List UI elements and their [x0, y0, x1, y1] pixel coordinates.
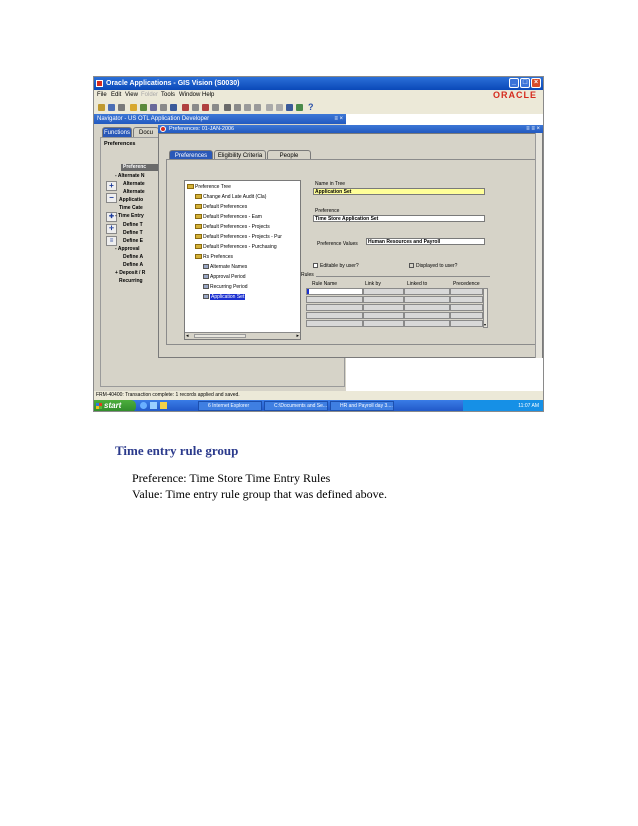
- tree-item[interactable]: [203, 274, 246, 281]
- tree-item-label: Default Preferences: [203, 204, 248, 210]
- scroll-down-icon[interactable]: ▾: [484, 322, 487, 327]
- name-in-tree-field[interactable]: Application Set: [313, 188, 485, 195]
- displayed-to-user-label: Displayed to user?: [416, 263, 458, 269]
- folder-icon: [195, 224, 202, 229]
- tab-documents-label: Docu: [138, 130, 153, 136]
- tree-item-selected[interactable]: [203, 294, 245, 301]
- navigator-item[interactable]: - Alternate N: [115, 173, 145, 179]
- rules-cell[interactable]: [306, 320, 363, 327]
- folder-open-icon: [187, 184, 194, 189]
- rules-cell[interactable]: [404, 296, 450, 303]
- status-bar: [94, 391, 543, 400]
- folder-icon: [195, 204, 202, 209]
- help-icon[interactable]: ?: [308, 102, 314, 112]
- menu-file[interactable]: File: [97, 92, 107, 98]
- tree-item[interactable]: [195, 234, 282, 241]
- preference-values-field[interactable]: Human Resources and Payroll: [366, 238, 485, 245]
- navigator-item[interactable]: Define T: [123, 221, 143, 228]
- tree-item[interactable]: [203, 284, 248, 291]
- open-icon[interactable]: [98, 104, 105, 111]
- tab-documents[interactable]: [133, 127, 159, 137]
- window-icon[interactable]: [276, 104, 283, 111]
- taskbar-item[interactable]: [198, 401, 262, 411]
- taskbar-item[interactable]: [264, 401, 328, 411]
- navigator-item[interactable]: + Deposit / R: [115, 270, 146, 277]
- tree-item-label: Application Set: [211, 294, 245, 300]
- tree-item-label: Default Preferences - Projects: [203, 224, 270, 230]
- menu-folder[interactable]: Folder: [141, 92, 159, 98]
- preference-line: Preference: Time Store Time Entry Rules: [132, 471, 331, 485]
- preference-tree: [184, 180, 301, 340]
- tree-item[interactable]: [195, 194, 266, 201]
- folder-icon[interactable]: [266, 104, 273, 111]
- checkbox-icon: [409, 263, 414, 268]
- tree-item[interactable]: [195, 204, 247, 211]
- print-icon[interactable]: [118, 104, 125, 111]
- mail-quicklaunch-icon[interactable]: [160, 402, 167, 409]
- rules-cell[interactable]: [306, 288, 363, 295]
- window-title: Oracle Applications - GIS Vision (S0030): [106, 80, 240, 87]
- navigator-item[interactable]: Define T: [123, 229, 143, 236]
- delete-record-icon[interactable]: [202, 104, 209, 111]
- navigator-item[interactable]: Define A: [123, 262, 144, 269]
- tree-root-label: Preference Tree: [195, 184, 231, 190]
- displayed-to-user-checkbox[interactable]: [409, 263, 457, 269]
- application-screenshot: [93, 76, 544, 412]
- navigator-title: Navigator - US OTL Application Developer: [97, 116, 210, 122]
- tree-item-label: Alternate Names: [210, 264, 248, 270]
- preference-leaf-icon: [203, 294, 209, 299]
- folder-icon: [195, 234, 202, 239]
- rules-cell[interactable]: [306, 304, 363, 311]
- preferences-controls-icon[interactable]: ≡ ≡ ×: [526, 126, 540, 132]
- tree-horizontal-scrollbar[interactable]: [185, 332, 300, 339]
- close-form-icon[interactable]: [130, 104, 137, 111]
- tab-functions-label: Functions: [103, 130, 130, 136]
- tree-item-label: Change And Late Audit (Cla): [203, 194, 267, 200]
- rules-current-record-indicator: [307, 289, 309, 294]
- attachments-icon[interactable]: [170, 104, 177, 111]
- rules-cell[interactable]: [404, 304, 450, 311]
- rules-label: Rules: [301, 272, 314, 278]
- taskbar-item[interactable]: [330, 401, 394, 411]
- navigator-heading: Preferences: [104, 141, 136, 147]
- folder-icon: [195, 244, 202, 249]
- navigator-item[interactable]: Define A: [123, 253, 144, 260]
- tree-item-label: Approval Period: [210, 274, 246, 280]
- taskbar-item-label: HR and Payroll day 3....: [340, 403, 393, 409]
- copy-icon[interactable]: [244, 104, 251, 111]
- preference-leaf-icon: [203, 264, 209, 269]
- rules-col-precedence: Precedence: [453, 281, 480, 287]
- folder-icon: [195, 214, 202, 219]
- menu-view[interactable]: View: [125, 92, 138, 98]
- navigator-controls-icon[interactable]: ≡ ×: [334, 116, 343, 122]
- name-in-tree-label: Name in Tree: [315, 181, 346, 187]
- rules-cell[interactable]: [306, 312, 363, 319]
- tab-people-label: People: [279, 153, 299, 159]
- tree-root[interactable]: [187, 184, 231, 191]
- desktop-quicklaunch-icon[interactable]: [150, 402, 157, 409]
- preference-label: Preference: [315, 208, 340, 214]
- tree-item-label: Recurring Period: [210, 284, 248, 290]
- scroll-right-icon[interactable]: ▸: [296, 333, 299, 339]
- rules-cell[interactable]: [306, 296, 363, 303]
- tree-item-label: Rs Prefences: [203, 254, 234, 260]
- navigator-item[interactable]: - Time Entry: [115, 213, 144, 220]
- preference-leaf-icon: [203, 274, 209, 279]
- system-tray: [463, 400, 543, 412]
- tab-eligibility-criteria-label: Eligibility Criteria: [217, 153, 263, 159]
- tab-preferences-label: Preferences: [174, 153, 208, 159]
- people-icon[interactable]: [296, 104, 303, 111]
- tree-item-label: Default Preferences - Eam: [203, 214, 262, 220]
- navigator-item[interactable]: Alternate: [123, 181, 145, 188]
- paste-icon[interactable]: [254, 104, 261, 111]
- taskbar: [94, 400, 543, 412]
- preference-field[interactable]: Time Store Application Set: [313, 215, 485, 222]
- rules-cell[interactable]: [404, 312, 450, 319]
- rules-col-linked-to: Linked to: [407, 281, 428, 287]
- value-line: Value: Time entry rule group that was defined above.: [132, 487, 387, 501]
- menu-edit[interactable]: Edit: [111, 92, 122, 98]
- tree-item-label: Default Preferences - Projects - Pur: [203, 234, 282, 240]
- navigator-item[interactable]: Define E: [123, 237, 144, 244]
- rules-cell[interactable]: [404, 288, 450, 295]
- navigator-list-header: Preferenc: [121, 164, 163, 171]
- status-message: FRM-40400: Transaction complete: 1 records applied and saved.: [96, 392, 240, 398]
- preference-leaf-icon: [203, 284, 209, 289]
- navigator-item[interactable]: Recurring: [119, 278, 143, 285]
- rules-cell[interactable]: [363, 288, 404, 295]
- rules-cell[interactable]: [450, 320, 483, 327]
- navigator-icon[interactable]: [140, 104, 147, 111]
- navigator-function-list: [115, 172, 157, 285]
- collapse-button[interactable]: −: [106, 193, 117, 203]
- taskbar-item-label: C:\Documents and Se...: [274, 403, 328, 409]
- collapse-branch-button[interactable]: ≡: [106, 236, 117, 246]
- rules-cell[interactable]: [363, 296, 404, 303]
- editable-by-user-label: Editable by user?: [320, 263, 359, 269]
- maximize-icon[interactable]: □: [520, 78, 530, 88]
- rules-col-link-by: Link by: [365, 281, 381, 287]
- folder-open-icon: [195, 254, 202, 259]
- quick-launch: [140, 402, 170, 410]
- menu-help[interactable]: Help: [202, 92, 215, 98]
- preferences-window-scrollbar[interactable]: [535, 133, 542, 358]
- export-icon[interactable]: [286, 104, 293, 111]
- rules-cell[interactable]: [363, 304, 404, 311]
- window-titlebar: [94, 77, 543, 90]
- start-button[interactable]: [94, 400, 136, 412]
- rules-cell[interactable]: [404, 320, 450, 327]
- rules-cell[interactable]: [363, 312, 404, 319]
- folder-tools-icon[interactable]: [182, 104, 189, 111]
- expand-button[interactable]: +: [106, 181, 117, 191]
- collapse-all-button[interactable]: ✛: [106, 224, 117, 234]
- rules-col-rule-name: Rule Name: [312, 281, 338, 287]
- minimize-icon[interactable]: _: [509, 78, 519, 88]
- tree-item[interactable]: [195, 244, 277, 251]
- tree-item[interactable]: [195, 214, 262, 221]
- checkbox-icon: [313, 263, 318, 268]
- oracle-logo: ORACLE: [493, 90, 537, 100]
- clock: 11:07 AM: [518, 403, 539, 409]
- menu-tools[interactable]: Tools: [161, 92, 176, 98]
- clear-record-icon[interactable]: [212, 104, 219, 111]
- windows-logo-icon: [96, 403, 102, 409]
- menu-window[interactable]: Window: [179, 92, 201, 98]
- rules-cell[interactable]: [450, 288, 483, 295]
- tree-item[interactable]: [195, 224, 270, 231]
- navigator-item[interactable]: Alternate: [123, 189, 145, 196]
- find-icon[interactable]: [224, 104, 231, 111]
- tree-item[interactable]: [195, 254, 233, 261]
- preference-values-label: Preference Values: [317, 241, 358, 247]
- preferences-titlebar: [158, 125, 543, 133]
- tree-item-label: Default Preferences - Purchasing: [203, 244, 277, 250]
- close-icon[interactable]: ×: [531, 78, 541, 88]
- rules-vertical-scrollbar[interactable]: [483, 288, 488, 328]
- menu-bar: [94, 90, 543, 101]
- tab-functions[interactable]: [102, 127, 132, 137]
- translations-icon[interactable]: [160, 104, 167, 111]
- navigator-titlebar: [94, 114, 346, 124]
- toolbar: [94, 101, 543, 115]
- editable-by-user-checkbox[interactable]: [313, 263, 359, 269]
- expand-all-button[interactable]: ✚: [106, 212, 117, 222]
- rules-cell[interactable]: [450, 312, 483, 319]
- cut-icon[interactable]: [234, 104, 241, 111]
- scroll-thumb[interactable]: [194, 334, 246, 338]
- new-record-icon[interactable]: [192, 104, 199, 111]
- folder-icon: [195, 194, 202, 199]
- navigator-item[interactable]: - Approval: [115, 245, 140, 252]
- tree-item[interactable]: [203, 264, 247, 271]
- start-label: start: [104, 401, 122, 410]
- save-icon[interactable]: [108, 104, 115, 111]
- app-icon: [96, 80, 103, 87]
- oracle-o-icon: [160, 126, 166, 132]
- navigator-item[interactable]: Time Cate: [119, 205, 143, 212]
- rules-cell[interactable]: [363, 320, 404, 327]
- scroll-left-icon[interactable]: ◂: [186, 333, 189, 339]
- preferences-title: Preferences: 01-JAN-2006: [169, 126, 235, 132]
- rules-cell[interactable]: [450, 296, 483, 303]
- ie-quicklaunch-icon[interactable]: [140, 402, 147, 409]
- navigator-item[interactable]: Applicatio: [119, 197, 144, 204]
- section-heading: Time entry rule group: [115, 443, 239, 458]
- rules-cell[interactable]: [450, 304, 483, 311]
- taskbar-item-label: 6 Internet Explorer: [208, 403, 250, 409]
- zoom-icon[interactable]: [150, 104, 157, 111]
